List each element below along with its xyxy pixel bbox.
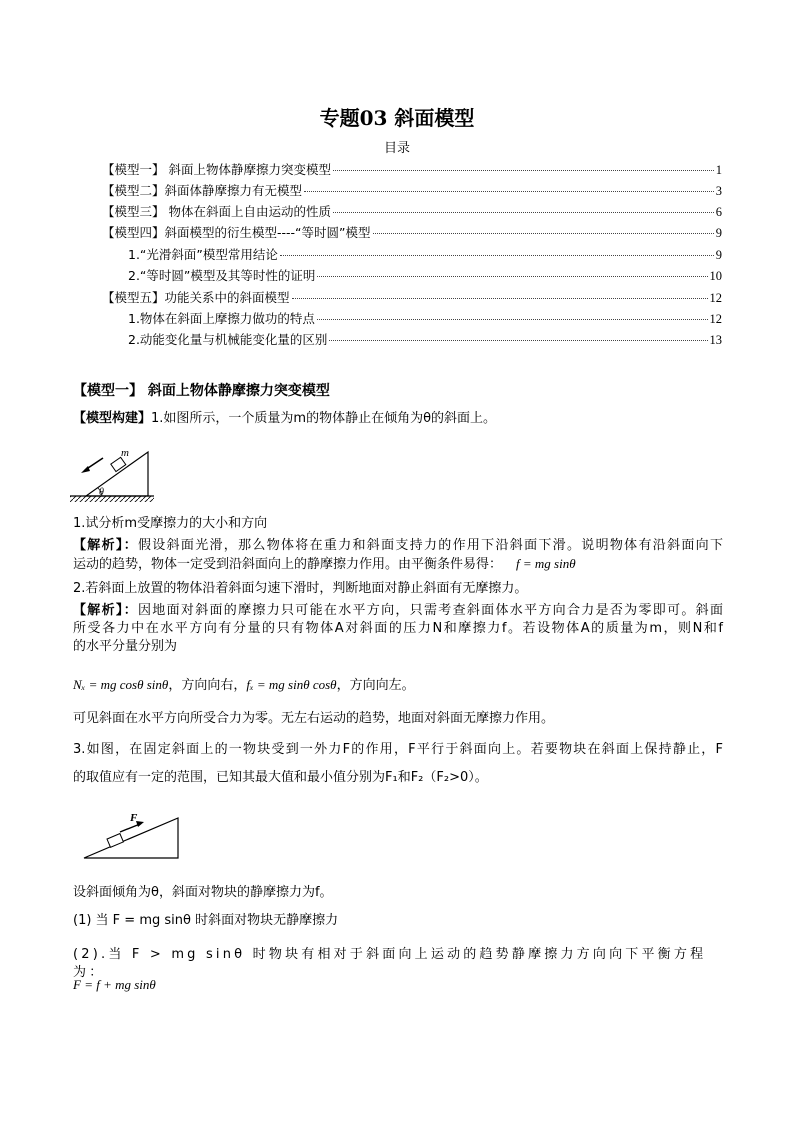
build-text: 1.如图所示，一个质量为m的物体静止在倾角为θ的斜面上。 [151,411,497,426]
section-heading: 【模型一】 斜面上物体静摩擦力突变模型 [73,383,330,399]
toc-entry-label: 【模型二】斜面体静摩擦力有无模型 [102,183,303,198]
toc-entry-page: 10 [709,269,722,283]
toc-entry[interactable] [102,202,722,220]
toc-entry[interactable] [102,223,722,241]
assumption: 设斜面倾角为θ，斜面对物块的静摩擦力为f。 [73,885,333,900]
case-2: (2).当 F > mg sinθ 时物块有相对于斜面向上运动的趋势静摩擦力方向向下平衡方程为： [73,947,707,980]
toc-dot-leader [304,191,714,192]
toc-entry-page: 12 [709,312,722,326]
toc-dot-leader [333,170,714,171]
toc-entry-label: 1.“光滑斜面”模型常用结论 [128,247,278,262]
toc-dot-leader [292,298,708,299]
toc-entry-page: 9 [715,226,722,240]
toc-entry[interactable] [102,160,722,178]
incline-figure-1 [68,444,158,506]
toc-entry[interactable] [128,330,722,348]
toc-heading: 目录 [383,141,410,156]
toc-entry[interactable] [128,266,722,284]
conclusion: 可见斜面在水平方向所受合力为零。无左右运动的趋势，地面对斜面无摩擦力作用。 [73,711,555,726]
incline-figure-2 [80,810,184,862]
toc-dot-leader [317,319,708,320]
toc-entry-label: 2.“等时圆”模型及其等时性的证明 [128,268,316,283]
toc-entry-label: 【模型四】斜面模型的衍生模型----“等时圆”模型 [102,225,371,240]
formula-nx: Nₓ = mg cosθ sinθ [73,677,169,692]
toc-dot-leader [317,276,707,277]
angle-label: θ [99,487,104,498]
question-1: 1.试分析m受摩擦力的大小和方向 [73,516,268,531]
toc-entry[interactable] [128,245,722,263]
formula-fx: fₓ = mg sinθ cosθ [246,677,337,692]
toc-entry-page: 6 [715,205,722,219]
formula-f: f = mg sinθ [516,556,576,571]
toc-entry-label: 2.动能变化量与机械能变化量的区别 [128,332,328,347]
toc-entry-page: 13 [709,333,722,347]
toc-entry-page: 1 [715,163,722,177]
case-2-equation: F = f + mg sinθ [73,977,156,992]
toc-entry[interactable] [102,288,722,306]
page-title: 专题03 斜面模型 [319,106,475,130]
question-2: 2.若斜面上放置的物体沿着斜面匀速下滑时，判断地面对静止斜面有无摩擦力。 [73,581,528,596]
toc-entry-label: 1.物体在斜面上摩擦力做功的特点 [128,311,315,326]
toc-entry-page: 12 [709,291,722,305]
analysis-1: 【解析】：假设斜面光滑，那么物体将在重力和斜面支持力的作用下沿斜面下滑。说明物体有沿斜面向下 运动的趋势，物体一定受到沿斜面向上的静摩擦力作用。由平衡条件易得： f = mg sinθ [73,538,723,572]
toc-entry-page: 3 [715,184,722,198]
toc-entry-label: 【模型五】功能关系中的斜面模型 [102,290,290,305]
analysis-2: 【解析】：因地面对斜面的摩擦力只可能在水平方向，只需考查斜面体水平方向合力是否为零即可。斜面 所受各力中在水平方向有分量的只有物体A对斜面的压力N和摩擦力f。若设物体A的质量为m，则N和f 的水平分量分别为 [73,603,723,654]
toc-dot-leader [373,233,714,234]
toc-dot-leader [329,340,707,341]
toc-entry-page: 9 [715,248,722,262]
toc-entry-label: 【模型三】 物体在斜面上自由运动的性质 [102,204,331,219]
build-tag: 【模型构建】 [73,411,152,426]
toc-dot-leader [333,212,714,213]
toc-dot-leader [280,255,714,256]
model-build-paragraph [73,410,723,428]
question-3: 3.如图，在固定斜面上的一物块受到一外力F的作用，F平行于斜面向上。若要物块在斜面上保持静止，F 的取值应有一定的范围，已知其最大值和最小值分别为F₁和F₂（F₂>0）。 [73,742,723,785]
toc-entry-label: 【模型一】 斜面上物体静摩擦力突变模型 [102,162,331,177]
toc-entry[interactable] [128,309,722,327]
analysis-tag: 【解析】： [73,538,138,553]
force-label: F [130,812,138,824]
toc-entry[interactable] [102,181,722,199]
case-1: (1) 当 F = mg sinθ 时斜面对物块无静摩擦力 [73,913,339,928]
mass-label: m [121,447,129,459]
horizontal-components: Nₓ = mg cosθ sinθ，方向向右，fₓ = mg sinθ cosθ，方向向左。 [73,677,415,693]
